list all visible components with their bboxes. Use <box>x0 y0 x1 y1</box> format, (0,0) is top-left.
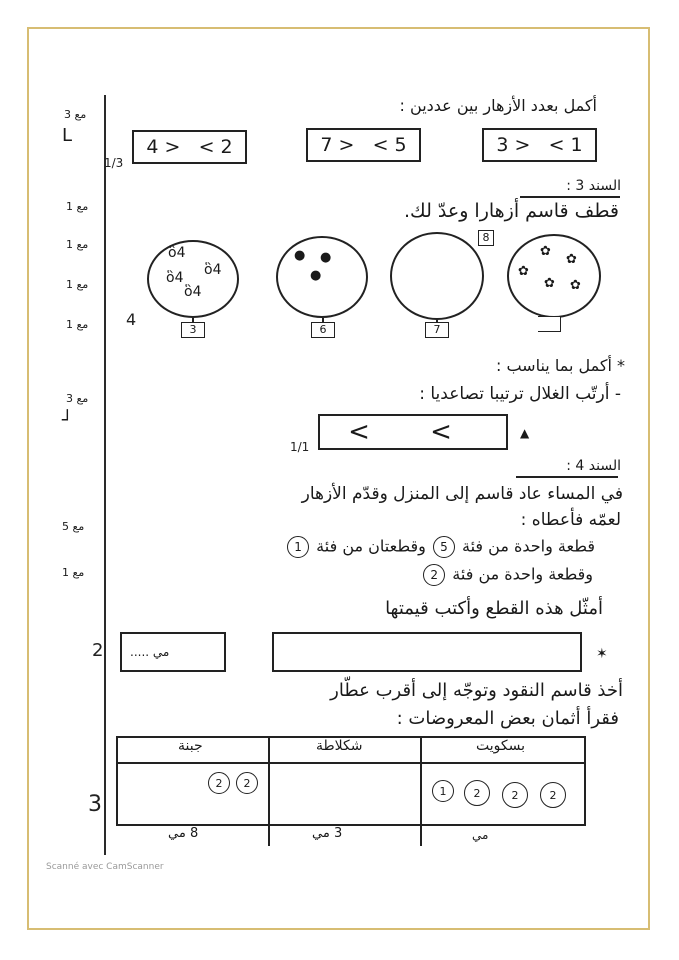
section3-text: قطف قاسم أزهارا وعدّ لك. <box>404 200 619 222</box>
margin-mark: مع 3 <box>66 392 89 405</box>
flower-icon: ✿ <box>566 252 577 267</box>
apple-icon: ὃ4 <box>168 245 186 261</box>
apple-icon: ὃ4 <box>184 284 202 300</box>
coin-icon: 2 <box>236 772 258 794</box>
triangle-marker: ▲ <box>520 426 530 440</box>
coin-2-icon: 2 <box>423 564 445 586</box>
flower-icon: ✿ <box>544 276 555 291</box>
section3-title: السند 3 : <box>566 178 621 194</box>
coin-icon: 2 <box>208 772 230 794</box>
order-box: < < <box>318 414 508 450</box>
compare-box: 3 > < 1 <box>482 128 597 162</box>
coin-icon: 2 <box>540 782 566 808</box>
compare-box: 4 > < 2 <box>132 130 247 164</box>
section4-title: السند 4 : <box>566 458 621 474</box>
margin-tick: L <box>62 125 73 146</box>
margin-mark: مع 1 <box>66 318 89 331</box>
gift-line-1: قطعة واحدة من فئة 5 وقطعتان من فئة 1 <box>285 536 595 558</box>
apple-icon: ὃ4 <box>166 270 184 286</box>
flower-icon: ✿ <box>570 278 581 293</box>
coin-icon: 2 <box>502 782 528 808</box>
coins-drawing-box <box>272 632 582 672</box>
star-marker: ✶ <box>596 646 608 662</box>
fruit-icon: ● <box>310 268 322 283</box>
margin-mark: مع 3 <box>64 108 87 121</box>
margin-mark: مع 1 <box>66 278 89 291</box>
apple-icon: ὃ4 <box>204 262 222 278</box>
fruit-icon: ● <box>294 248 306 263</box>
price-cheese: 8 مي <box>168 826 199 841</box>
section5-line1: أخذ قاسم النقود وتوجّه إلى أقرب عطّار <box>330 680 623 701</box>
margin-tick: ┘ <box>62 410 73 431</box>
margin-mark: مع 1 <box>66 200 89 213</box>
underline <box>520 196 620 198</box>
section4-line1: في المساء عاد قاسم إلى المنزل وقدّم الأزهار <box>301 484 623 504</box>
margin-mark: مع 1 <box>62 566 85 579</box>
coin-icon: 2 <box>464 780 490 806</box>
margin-score: 4 <box>126 310 137 329</box>
plate-4-label <box>538 316 561 332</box>
coin-icon: 1 <box>432 780 454 802</box>
price-chocolate: 3 مي <box>312 826 343 841</box>
represent-prompt: أمثّل هذه القطع وأكتب قيمتها <box>385 598 603 619</box>
plate-3 <box>390 232 484 320</box>
header-biscuit: بسكويت <box>476 738 525 754</box>
margin-mark: مع 5 <box>62 520 85 533</box>
compare-box: 7 > < 5 <box>306 128 421 162</box>
margin-score: 3 <box>88 792 102 817</box>
gift-line-2: وقطعة واحدة من فئة 2 <box>421 564 593 586</box>
underline <box>516 476 618 478</box>
section5-line2: فقرأ أثمان بعض المعروضات : <box>396 708 619 729</box>
fruit-icon: ● <box>320 250 332 265</box>
footer-watermark: Scanné avec CamScanner <box>46 862 164 872</box>
plate-extra-tag: 8 <box>478 230 494 246</box>
plate-1-label: 3 <box>181 322 205 338</box>
flower-icon: ✿ <box>540 244 551 259</box>
complete-prompt: * أكمل بما يناسب : <box>495 356 625 375</box>
header-cheese: جبنة <box>178 738 203 754</box>
plate-3-label: 7 <box>425 322 449 338</box>
margin-mark: مع 1 <box>66 238 89 251</box>
coin-5-icon: 5 <box>433 536 455 558</box>
plate-1 <box>147 240 239 318</box>
plate-2-label: 6 <box>311 322 335 338</box>
order-prompt: - أرتّب الغلال ترتيبا تصاعديا : <box>419 384 621 404</box>
plate-2 <box>276 236 368 318</box>
margin-score: 1/1 <box>290 440 310 454</box>
margin-rule <box>104 95 106 855</box>
margin-score: 2 <box>92 640 104 661</box>
instruction-top: أكمل بعدد الأزهار بين عددين : <box>399 96 597 115</box>
coin-1-icon: 1 <box>287 536 309 558</box>
section4-line2: لعمّه فأعطاه : <box>520 510 621 530</box>
value-box: ..... مي <box>120 632 226 672</box>
price-biscuit: مي <box>472 828 489 842</box>
flower-icon: ✿ <box>518 264 529 279</box>
margin-score: 1/3 <box>104 156 124 170</box>
header-chocolate: شكلاطة <box>316 738 363 754</box>
